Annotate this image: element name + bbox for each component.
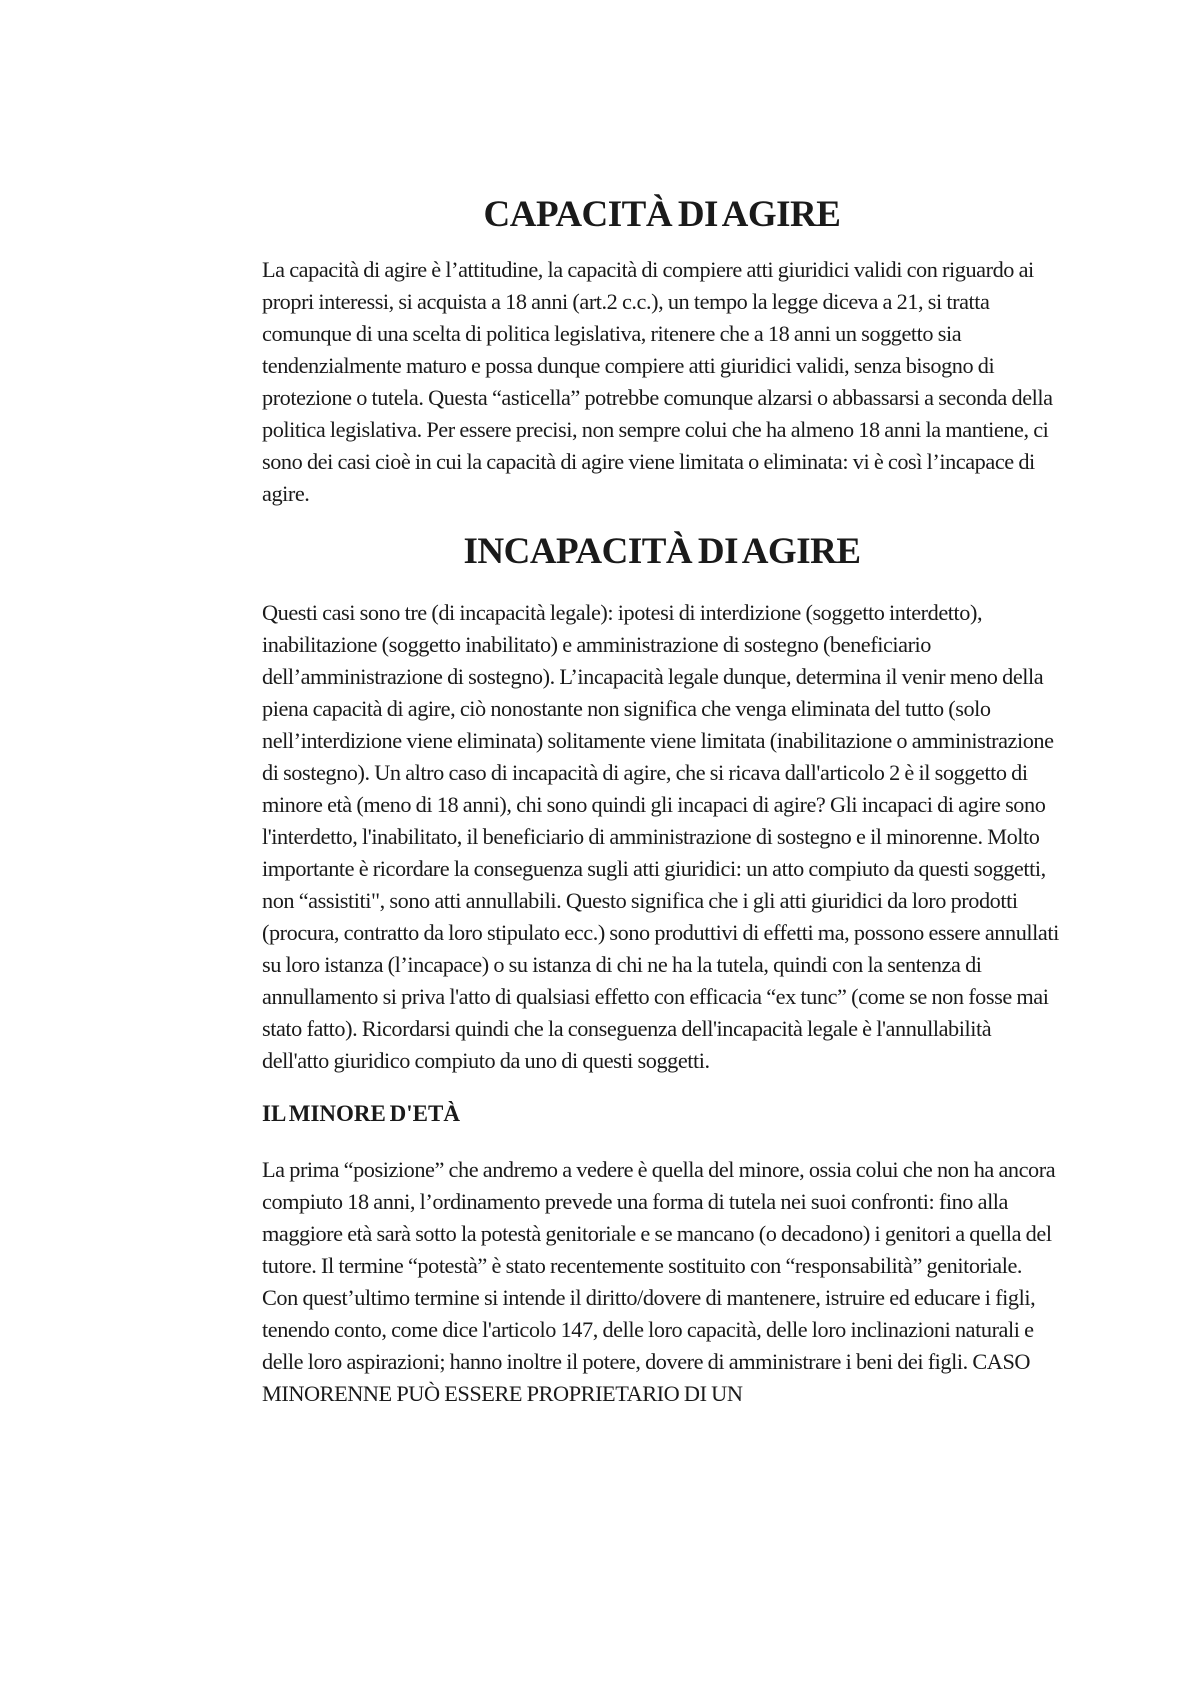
section-title-capacita-di-agire: CAPACITÀ DI AGIRE bbox=[483, 194, 841, 235]
section-title-incapacita-di-agire: INCAPACITÀ DI AGIRE bbox=[463, 531, 861, 572]
section-title-minore-deta: IL MINORE D'ETÀ bbox=[262, 1101, 460, 1126]
paragraph-capacita-di-agire: La capacità di agire è l’attitudine, la capacità di compiere atti giuridici validi con riguardo ai propri interessi, si acquista a 18 anni (art.2 c.c.), un tempo la legge diceva a 21, si tratta comunque di una scelta di politica legislativa, ritenere che a 18 anni un soggetto sia tendenzialmente maturo e possa dunque compiere atti giuridici validi, senza bisogno di protezione o tutela. Questa “asticella” potrebbe comunque alzarsi o abbassarsi a seconda della politica legislativa. Per essere precisi, non sempre colui che ha almeno 18 anni la mantiene, ci sono dei casi cioè in cui la capacità di agire viene limitata o eliminata: vi è così l’incapace di agire. bbox=[262, 257, 1053, 506]
paragraph-minore-deta: La prima “posizione” che andremo a vedere è quella del minore, ossia colui che non ha ancora compiuto 18 anni, l’ordinamento prevede una forma di tutela nei suoi confronti: fino alla maggiore età sarà sotto la potestà genitoriale e se mancano (o decadono) i genitori a quella del tutore. Il termine “potestà” è stato recentemente sostituito con “responsabilità” genitoriale. Con quest’ultimo termine si intende il diritto/dovere di mantenere, istruire ed educare i figli, tenendo conto, come dice l'articolo 147, delle loro capacità, delle loro inclinazioni naturali e delle loro aspirazioni; hanno inoltre il potere, dovere di amministrare i beni dei figli. CASO MINORENNE PUÒ ESSERE PROPRIETARIO DI UN bbox=[262, 1157, 1056, 1406]
paragraph-incapacita-di-agire: Questi casi sono tre (di incapacità legale): ipotesi di interdizione (soggetto interdetto), inabilitazione (soggetto inabilitato) e amministrazione di sostegno (beneficiario dell’amministrazione di sostegno). L’incapacità legale dunque, determina il venir meno della piena capacità di agire, ciò nonostante non significa che venga eliminata del tutto (solo nell’interdizione viene eliminata) solitamente viene limitata (inabilitazione o amministrazione di sostegno). Un altro caso di incapacità di agire, che si ricava dall'articolo 2 è il soggetto di minore età (meno di 18 anni), chi sono quindi gli incapaci di agire? Gli incapaci di agire sono l'interdetto, l'inabilitato, il beneficiario di amministrazione di sostegno e il minorenne. Molto importante è ricordare la conseguenza sugli atti giuridici: un atto compiuto da questi soggetti, non “assistiti", sono atti annullabili. Questo significa che i gli atti giuridici da loro prodotti (procura, contratto da loro stipulato ecc.) sono produttivi di effetti ma, possono essere annullati su loro istanza (l’incapace) o su istanza di chi ne ha la tutela, quindi con la sentenza di annullamento si priva l'atto di qualsiasi effetto con efficacia “ex tunc” (come se non fosse mai stato fatto). Ricordarsi quindi che la conseguenza dell'incapacità legale è l'annullabilità dell'atto giuridico compiuto da uno di questi soggetti. bbox=[262, 600, 1059, 1073]
document-page bbox=[262, 190, 1062, 1410]
